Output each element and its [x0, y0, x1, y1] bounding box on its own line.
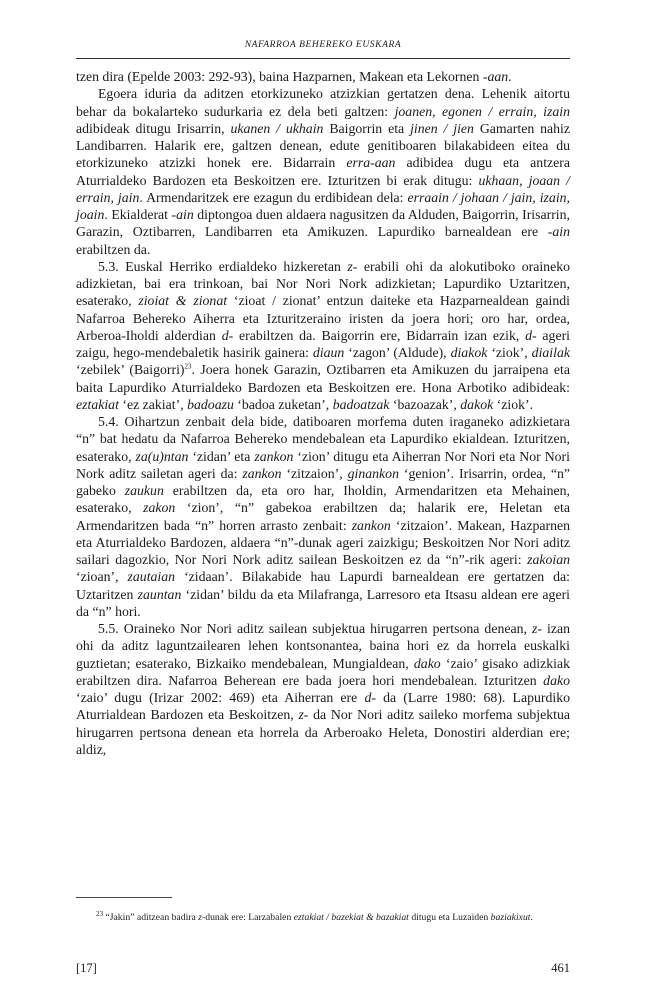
running-head: NAFARROA BEHEREKO EUSKARA: [244, 40, 402, 50]
footnote: [76, 910, 570, 926]
chapter-page-number: [17]: [76, 961, 97, 975]
paragraph: 5.4. Oihartzun zenbait dela bide, datiboaren morfema duten iraganeko adizkietara “n” bat hedatu da Nafarroa Behereko mendebalean eta Lapurdiko ekialdean. Izturitzen, esaterako, za(u)ntan ‘zidan’ eta zankon ‘zion’ ditugu eta Aiherran Nor Nori eta Nor Nori Nork aditz sailetan ageri da: zankon ‘zitzaion’, ginankon ‘genion’. Irisarrin, ordea, “n” gabeko zaukun erabiltzen da, eta oro har, Iholdin, Armendaritzen eta Mehainen, esaterako, zakon ‘zion’, “n” gabekoa erabiltzen da; halarik ere, Heletan eta Armendaritzen bada “n” horren arrasto zenbait: zankon ‘zitzaion’. Makean, Hazparnen eta Aturrialdeko Bardozen, aldaera “n”-dunak ageri zaizkigu; Beskoitzen Nor Nori aditz sailari dagozkio, Nor Nori Nork aditz sailean Beskoitzen ez da “n”-rik ageri: zakoian ‘zioan’, zautaian ‘zidaan’. Bilakabide hau Lapurdi barnealdean ere gertatzen da: Uztaritzen zauntan ‘zidan’ bildu da eta Milafranga, Larresoro eta Itsasu aldean ere ageri da “n” hori.: [76, 414, 571, 619]
header-rule: [76, 58, 570, 59]
page-number: 461: [551, 961, 570, 975]
paragraph: 5.3. Euskal Herriko erdialdeko hizkeretan z- erabili ohi da alokutiboko oraineko adizkietan, bai era trinkoan, bai Nor Nori Nork adizkietan; Lapurdiko Uztaritzen, esaterako, zioiat & zionat ‘zioat / zionat’ entzun daiteke eta Hazparnealdean gaindi Nafarroa Behereko Aiherra eta Izturitzeraino iristen da joera hori; oro har, ordea, Arberoa-Iholdi alderdian d- erabiltzen da. Baigorrin ere, Bidarrain izan ezik, d- ageri zaigu, hego-mendebaletik hasirik gainera: diaun ‘zagon’ (Aldude), diakok ‘ziok’, diailak ‘zebilek’ (Baigorri)$^{23}$. Joera honek Garazin, Oztibarren eta Amikuzen du jarraipena eta baita Lapurdiko Aturrialdeko Bardozen eta Beskoitzen ere. Hona Arbotiko adibideak: eztakiat ‘ez zakiat’, badoazu ‘badoa zuketan’, badoatzak ‘bazoazak’, dakok ‘ziok’.: [76, 258, 570, 412]
footnote-text: $^{23}$ “Jakin” aditzean badira z-dunak ere: Larzabalen eztakiat / bazekiat & bazakiat ditugu eta Luzaiden baziakixut.: [96, 909, 533, 923]
body-text: [76, 68, 570, 758]
paragraph: tzen dira (Epelde 2003: 292-93), baina Hazparnen, Makean eta Lekornen -aan.: [76, 69, 512, 84]
paragraph: 5.5. Oraineko Nor Nori aditz sailean subjektua hirugarren pertsona denean, z- izan ohi da aditz laguntzailearen lehen kontsonantea, baina hori ez da horrela euskalki guztietan; esaterako, Bizkaiko mendebalean, Mungialdean, dako ‘zaio’ gisako adizkiak erabiltzen dira. Nafarroa Beherean ere bada joera hori mendebalean. Izturitzen dako ‘zaio’ dugu (Irizar 2002: 469) eta Aiherran ere d- da (Larre 1980: 68). Lapurdiko Aturrialdean Bardozen eta Beskoitzen, z- da Nor Nori aditz saileko morfema subjektua hirugarren pertsona denean eta horrela da Arberoako Heleta, Donostiri alderdian ere; aldiz,: [76, 621, 571, 757]
footnote-rule: [76, 897, 172, 898]
paragraph: Egoera iduria da aditzen etorkizuneko atzizkian gertatzen dena. Lehenik aitortu behar da bokalarteko sudurkaria ez dela beti galtzen: joanen, egonen / errain, izain adibideak ditugu Irisarrin, ukanen / ukhain Baigorrin eta jinen / jien Gamarten nahiz Landibarren. Halarik ere, galtzen denean, edute genitiboaren bilakabideen eitea du etorkizuneko atzizki honek ere. Bidarrain erra-aan adibidea dugu eta antzera Aturrialdeko Bardozen eta Beskoitzen ere. Izturitzen bi erak ditugu: ukhaan, joaan / errain, jain. Armendaritzek ere ezagun du erdibidean dela: erraain / johaan / jain, izain, joain. Ekialderat -ain diptongoa duen aldaera nagusitzen da Alduden, Baigorrin, Irisarrin, Garazin, Oztibarren, Landibarren eta Amikuzen. Lapurdiko barnealdean ere -ain erabiltzen da.: [76, 86, 570, 257]
